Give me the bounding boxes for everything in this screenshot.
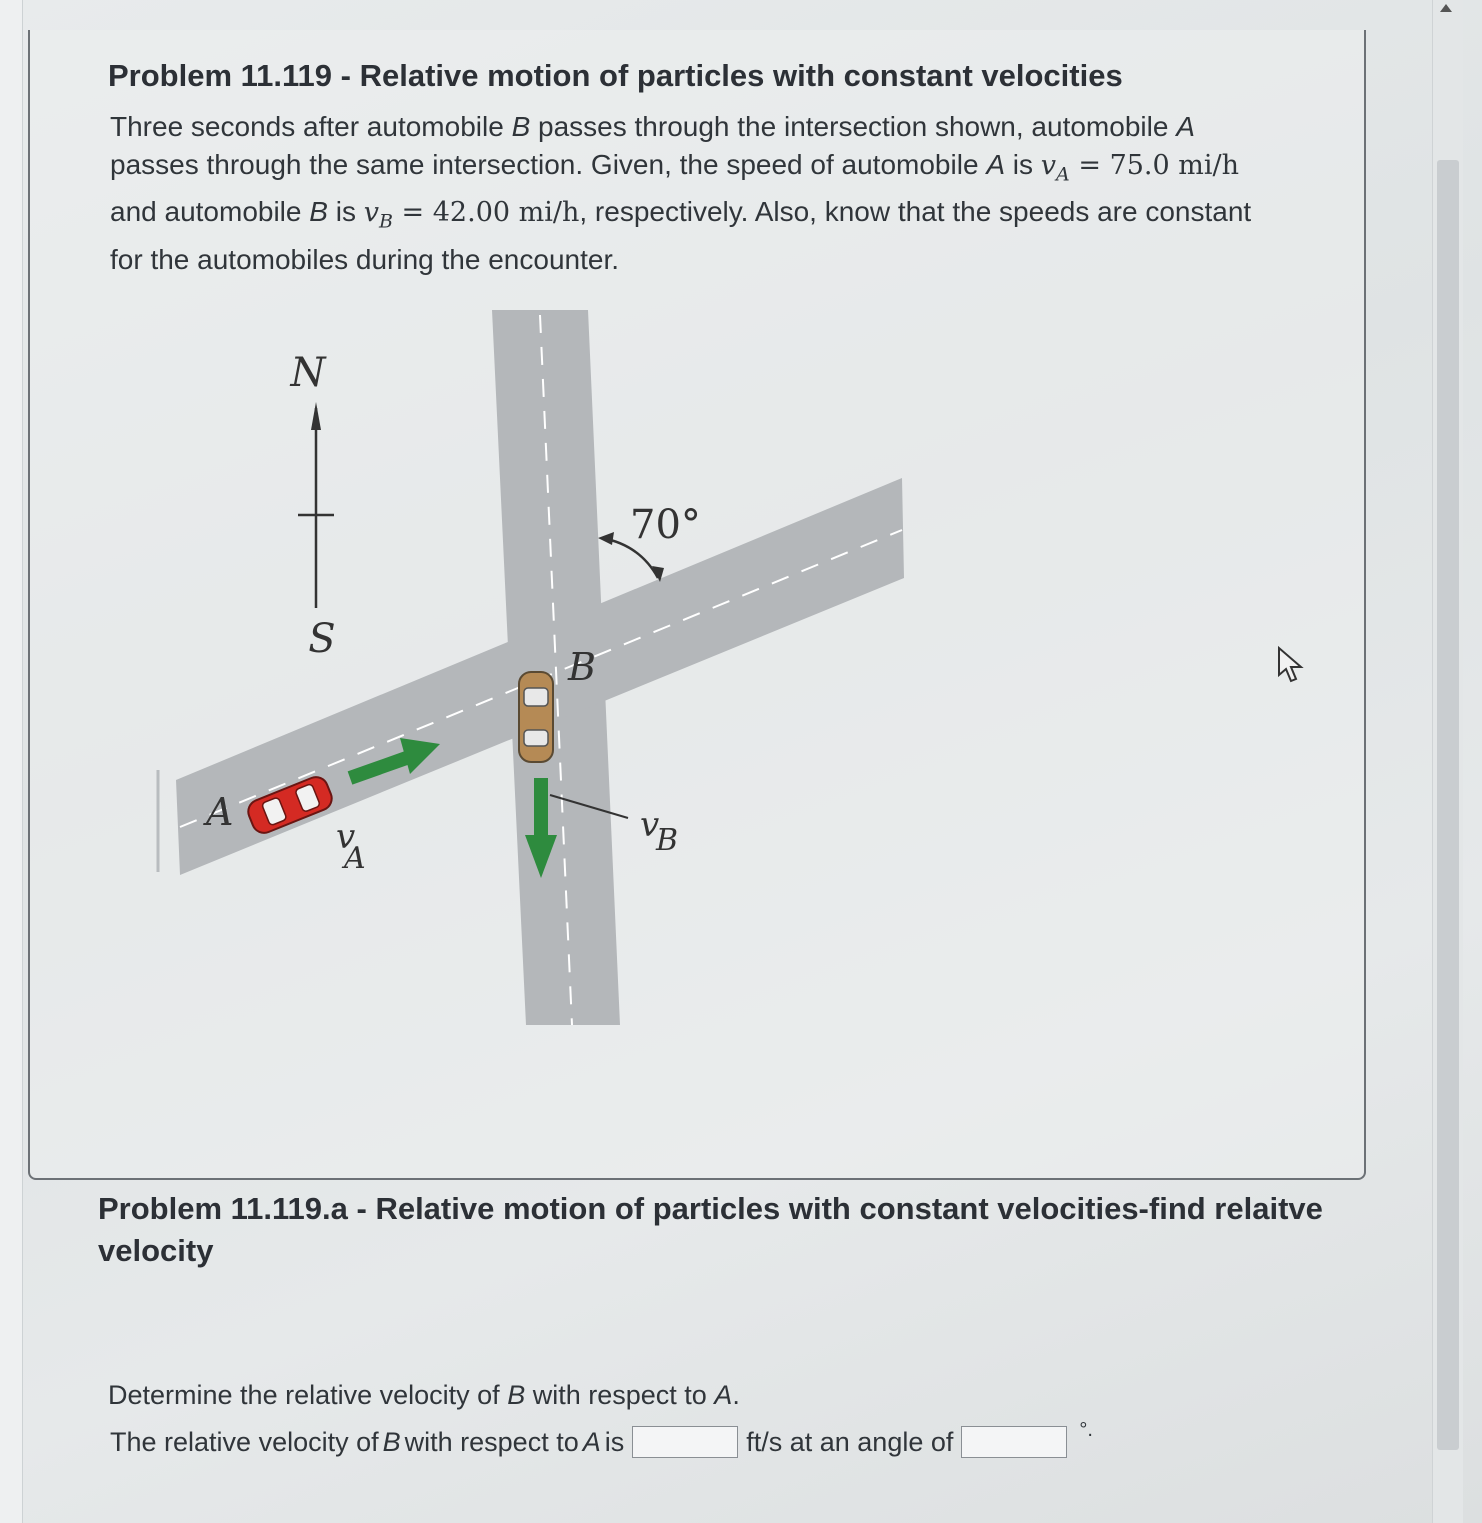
compass	[290, 350, 336, 662]
problem-statement: Three seconds after automobile B passes through the intersection shown, automobile A passes through the same intersection. Given, the speed of automobile A is $v_A = 75.0$ mi/h and automobile B is $v_B = 42.00$ mi/h, respectively. Also, know that the speeds are constant for the automobiles during the encounter.	[110, 111, 1252, 275]
vertical-scrollbar[interactable]	[1432, 0, 1463, 1523]
relative-velocity-input[interactable]	[632, 1426, 738, 1458]
part-a-question: Determine the relative velocity of B with respect to A.	[108, 1380, 740, 1410]
va-label-sub: A	[344, 841, 366, 876]
north-arrow-icon	[311, 402, 321, 430]
angle-label: 70°	[630, 502, 701, 548]
problem-title: Problem 11.119 - Relative motion of particles with constant velocities	[108, 58, 1123, 93]
roads	[176, 310, 904, 1025]
compass-south-label: S	[308, 616, 336, 662]
left-panel-edge	[0, 0, 23, 1523]
scroll-thumb[interactable]	[1437, 160, 1459, 1450]
va-label: v	[336, 817, 356, 857]
label-b: B	[568, 645, 596, 689]
intersection-figure	[140, 290, 940, 1050]
compass-north-label: N	[290, 350, 326, 396]
label-a: A	[206, 790, 234, 834]
angle-input[interactable]	[961, 1426, 1067, 1458]
vb-expression: $v_B = 42.00$ mi/h	[363, 197, 580, 233]
part-a-title: Problem 11.119.a - Relative motion of particles with constant velocities-find relaitve velocity	[98, 1191, 1323, 1268]
scroll-up-arrow-icon[interactable]	[1440, 4, 1452, 12]
vb-label: v	[640, 805, 660, 845]
mouse-cursor-icon	[1276, 645, 1306, 685]
vb-label-sub: B	[656, 823, 679, 858]
va-expression: $v_A = 75.0$ mi/h	[1040, 150, 1239, 186]
answer-row: The relative velocity of B with respect to A is ft/s at an angle of °.	[110, 1418, 1093, 1457]
